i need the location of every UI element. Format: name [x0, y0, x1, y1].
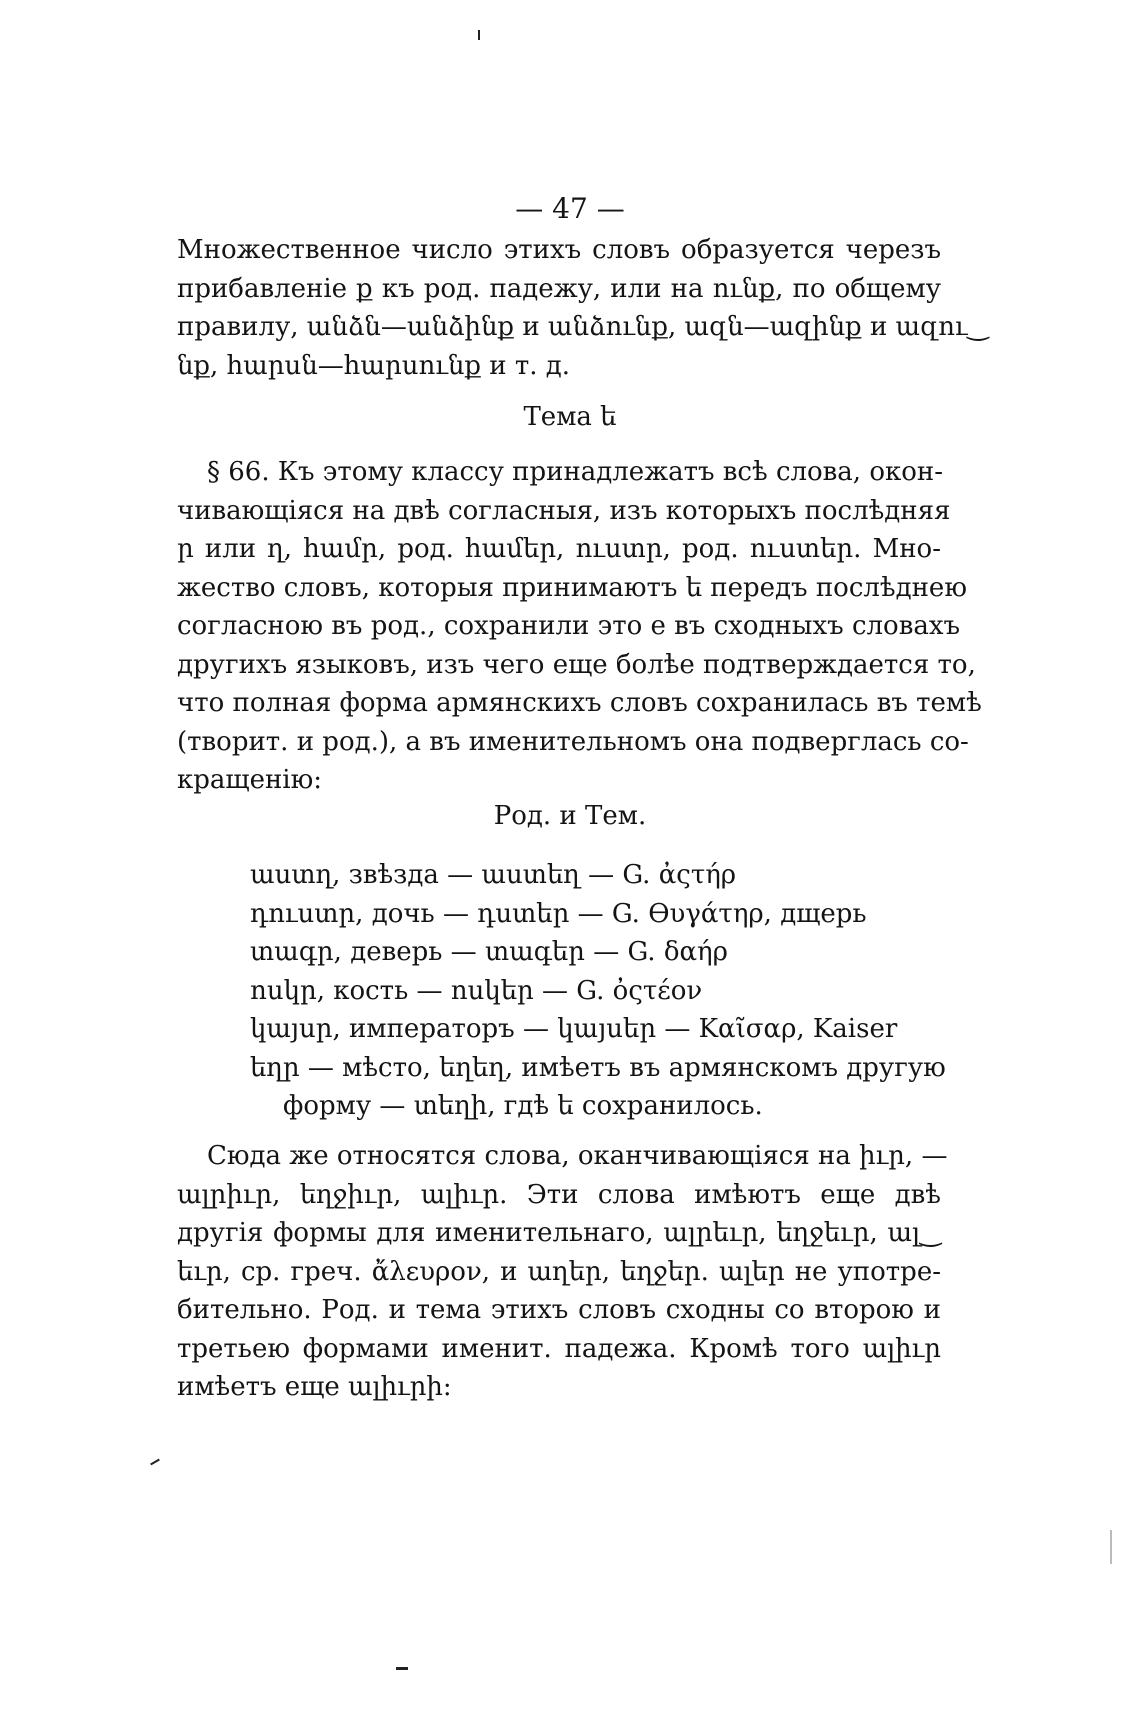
text-line: նք, հարսն—հարսունք и т. д. — [177, 350, 571, 381]
text-line: (творит. и род.), а въ именительномъ она подверглась со- — [177, 726, 969, 757]
text-line: третьею формами именит. падежа. Кромѣ того ալիւր — [177, 1333, 941, 1364]
text-line: согласною въ род., сохранили это е въ сходныхъ словахъ — [177, 611, 961, 641]
example-line-continuation: форму — տեղի, гдѣ ե сохранилось. — [283, 1091, 763, 1121]
scan-speck — [396, 1667, 408, 1670]
text-line: чивающіяся на двѣ согласныя, изъ которыхъ послѣдняя — [177, 495, 951, 526]
example-line: դուստր, дочь — դստեր — G. Ɵυγάτηρ, дщерь — [250, 898, 867, 929]
text-line: другихъ языковъ, изъ чего еще болѣе подтверждается то, — [177, 649, 976, 680]
page-number: — 47 — — [515, 192, 625, 225]
text-line: имѣетъ еще ալիւրի: — [177, 1372, 452, 1402]
text-line: прибавленіе ք къ род. падежу, или на ունք, по общему — [177, 273, 941, 304]
example-line: եղր — мѣсто, եղեղ, имѣетъ въ армянскомъ другую — [250, 1052, 946, 1083]
example-line: ոսկր, кость — ոսկեր — G. ὀςτέον — [250, 975, 703, 1006]
text-line: § 66. Къ этому классу принадлежатъ всѣ слова, окон- — [207, 457, 944, 487]
text-line: правилу, անձն—անձինք и անձունք, ազն—ազինք и ազու‿ — [177, 312, 989, 342]
paragraph-plural-formation — [177, 231, 989, 385]
text-line: Сюда же относятся слова, оканчивающіяся на իւր, — — [207, 1141, 948, 1171]
scan-speck — [1110, 1530, 1112, 1564]
text-line: Множественное число этихъ словъ образуется черезъ — [177, 235, 941, 265]
section-heading-tema: Тема ե — [523, 402, 617, 432]
text-line: ալրիւր, եղջիւր, ալիւր. Эти слова имѣютъ еще двѣ — [177, 1179, 941, 1210]
example-line: տագր, деверь — տագեր — G. δαήρ — [250, 937, 728, 967]
text-line: եւր, ср. греч. ἄλευρον, и աղեր, եղջեր. ալեր не употре- — [177, 1256, 941, 1287]
text-line: бительно. Род. и тема этихъ словъ сходны со второю и — [177, 1295, 941, 1325]
example-line: աստղ, звѣзда — աստեղ — G. ἀςτήρ — [250, 860, 737, 890]
scan-speck — [150, 1459, 160, 1466]
paragraph-iur-words — [177, 1137, 948, 1407]
text-line: жество словъ, которыя принимаютъ ե передъ послѣднею — [177, 572, 967, 603]
text-line: ր или ղ, համր, род. համեր, ուստր, род. ուստեր. Мно- — [177, 534, 941, 564]
example-line: կայսր, императоръ — կայսեր — Καῖσαρ, Kaiser — [250, 1014, 898, 1044]
text-line: кращенію: — [177, 765, 322, 795]
text-line: другія формы для именительнаго, ալրեւր, եղջեւր, ալ‿ — [177, 1218, 941, 1248]
paragraph-section-66 — [177, 453, 982, 800]
section-heading-rod-tem: Род. и Тем. — [493, 801, 647, 831]
text-line: что полная форма армянскихъ словъ сохранилась въ темѣ — [177, 688, 982, 718]
examples-list — [250, 856, 950, 1126]
scan-speck — [478, 30, 480, 40]
